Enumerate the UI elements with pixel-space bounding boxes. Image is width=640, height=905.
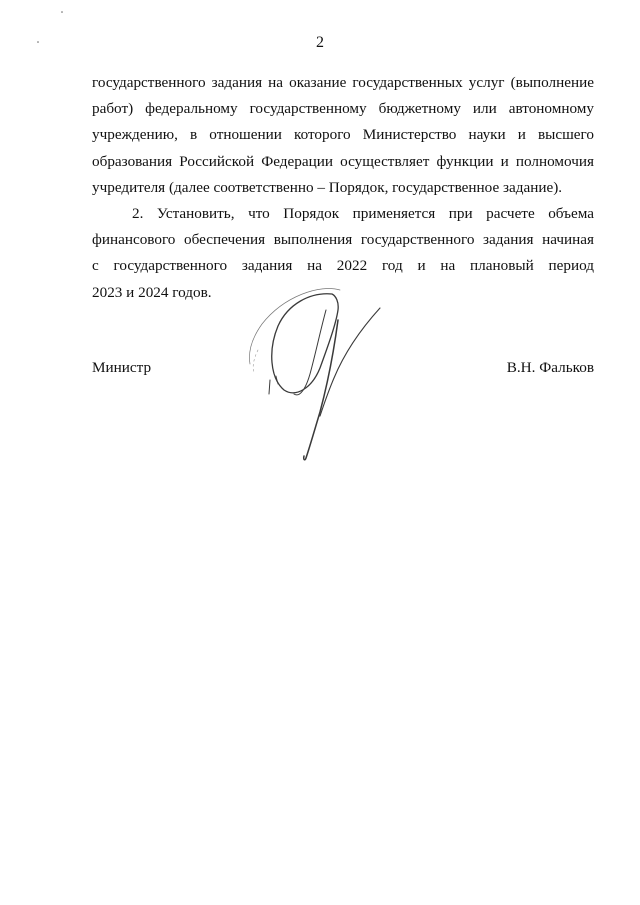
paragraph-1-line: учредителя (далее соответственно – Порядок, государственное задание). [92, 178, 563, 196]
paragraph-1-line: учреждению, в отношении которого Министерство науки и высшего [92, 126, 594, 144]
paragraph-2-line: 2. Установить, что Порядок применяется при расчете объема [132, 205, 594, 222]
paragraph-2-line: финансового обеспечения выполнения государственного задания начиная [92, 231, 594, 249]
signatory-title: Министр [92, 359, 152, 376]
paragraph-1-line: образования Российской Федерации осуществляет функции и полномочия [92, 152, 594, 170]
paragraph-1-line: работ) федеральному государственному бюджетному или автономному [92, 100, 594, 118]
page-number: 2 [316, 34, 324, 51]
paragraph-2-line: с государственного задания на 2022 год и на плановый период [92, 257, 594, 275]
paragraph-2-line: 2023 и 2024 годов. [92, 283, 212, 301]
paragraph-1-line: государственного задания на оказание государственных услуг (выполнение [92, 74, 594, 91]
handwritten-signature [240, 280, 390, 465]
paragraph-1 [92, 70, 594, 201]
signatory-name: В.Н. Фальков [506, 359, 594, 376]
